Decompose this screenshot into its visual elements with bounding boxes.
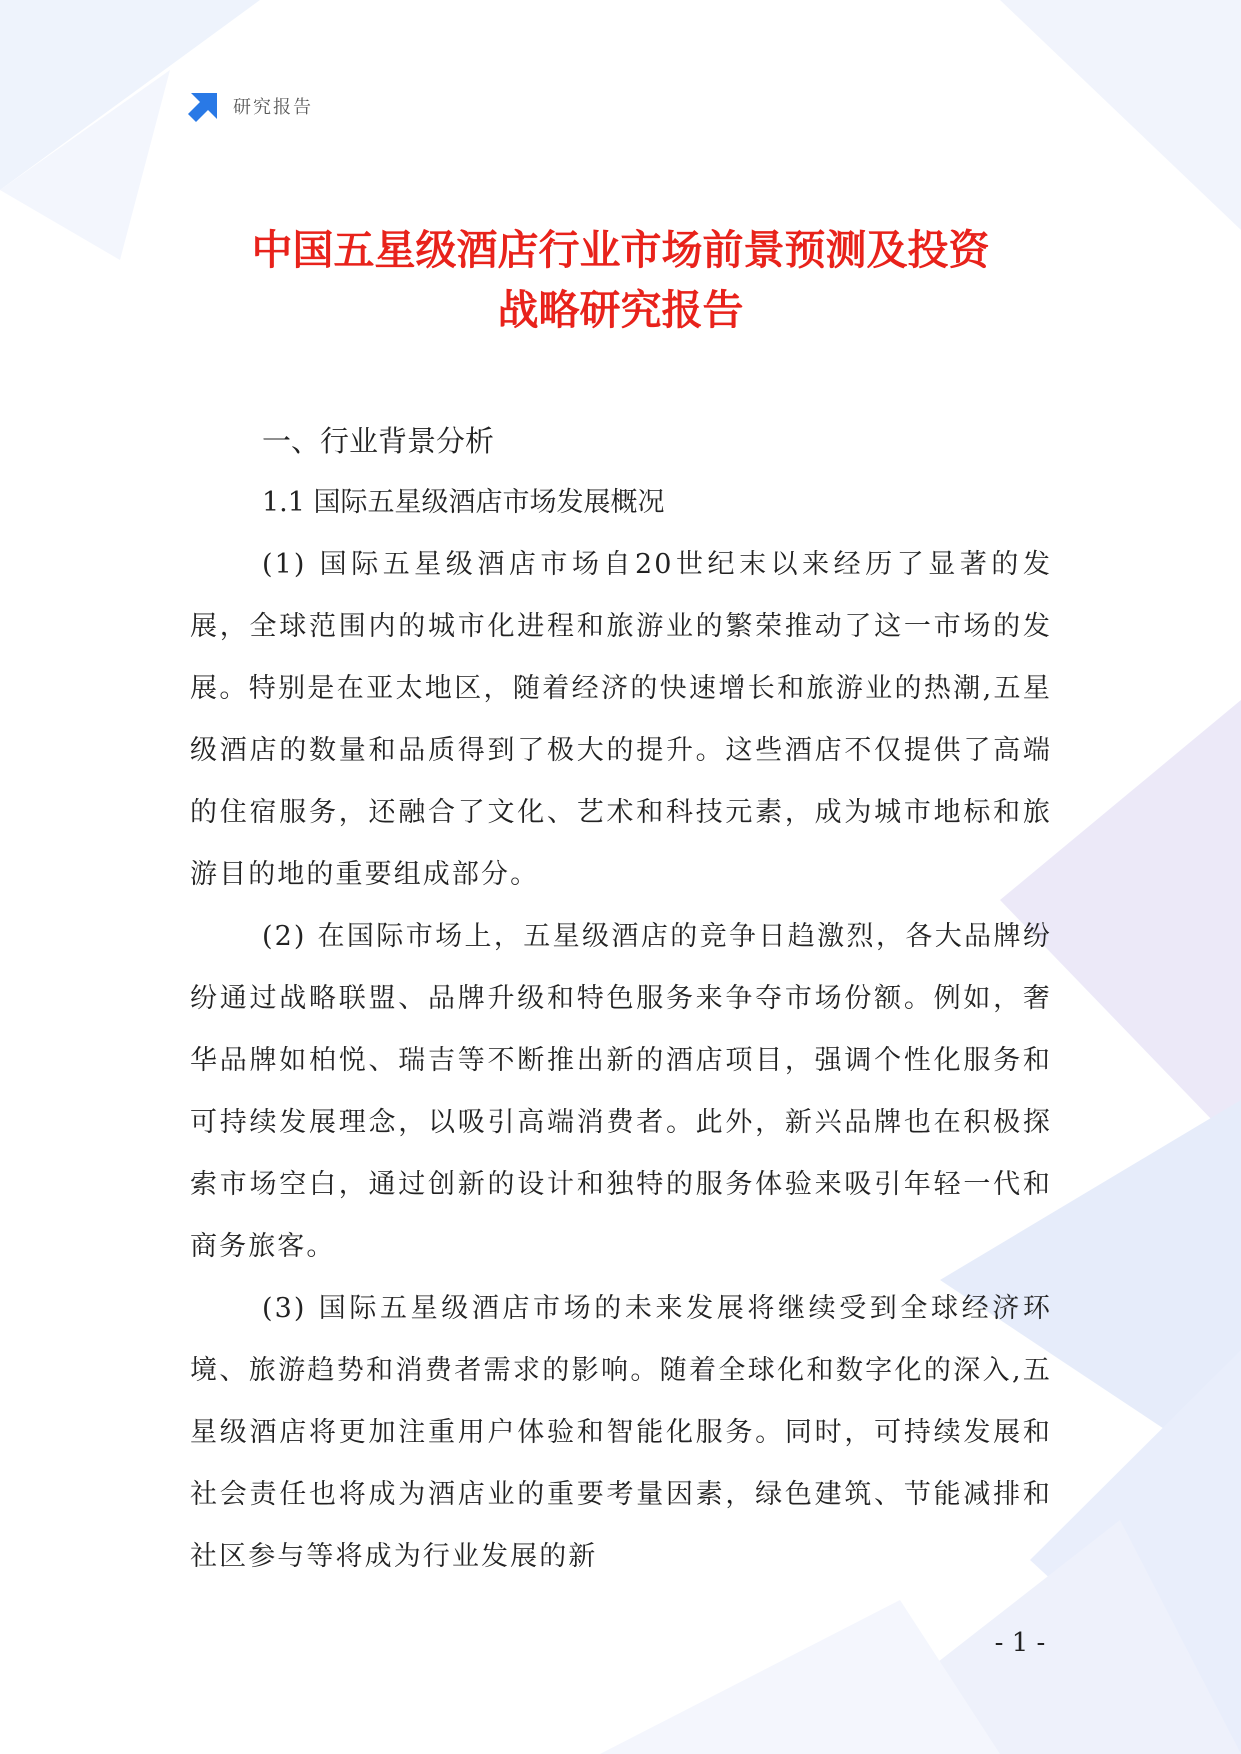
document-title xyxy=(150,220,1091,340)
page-header xyxy=(187,88,313,124)
paragraph-2: (2) 在国际市场上，五星级酒店的竞争日趋激烈，各大品牌纷纷通过战略联盟、品牌升级和特色服务来争夺市场份额。例如，奢华品牌如柏悦、瑞吉等不断推出新的酒店项目，强调个性化服务和可持续发展理念，以吸引高端消费者。此外，新兴品牌也在积极探索市场空白，通过创新的设计和独特的服务体验来吸引年轻一代和商务旅客。 xyxy=(190,921,1052,1262)
arrow-up-right-icon xyxy=(187,89,221,123)
page-number: - 1 - xyxy=(994,1628,1046,1658)
header-label: 研究报告 xyxy=(233,97,313,118)
subsection-heading: 1.1 国际五星级酒店市场发展概况 xyxy=(262,487,665,518)
paragraph-1: (1) 国际五星级酒店市场自20世纪末以来经历了显著的发展，全球范围内的城市化进程和旅游业的繁荣推动了这一市场的发展。特别是在亚太地区，随着经济的快速增长和旅游业的热潮,五星级酒店的数量和品质得到了极大的提升。这些酒店不仅提供了高端的住宿服务，还融合了文化、艺术和科技元素，成为城市地标和旅游目的地的重要组成部分。 xyxy=(190,549,1052,890)
paragraph-3: (3) 国际五星级酒店市场的未来发展将继续受到全球经济环境、旅游趋势和消费者需求的影响。随着全球化和数字化的深入,五星级酒店将更加注重用户体验和智能化服务。同时，可持续发展和社会责任也将成为酒店业的重要考量因素，绿色建筑、节能减排和社区参与等将成为行业发展的新 xyxy=(190,1293,1052,1572)
title-line-2: 战略研究报告 xyxy=(497,286,744,334)
document-body xyxy=(190,410,1052,1588)
section-heading: 一、行业背景分析 xyxy=(262,424,495,458)
title-line-1: 中国五星级酒店行业市场前景预测及投资 xyxy=(251,226,990,274)
